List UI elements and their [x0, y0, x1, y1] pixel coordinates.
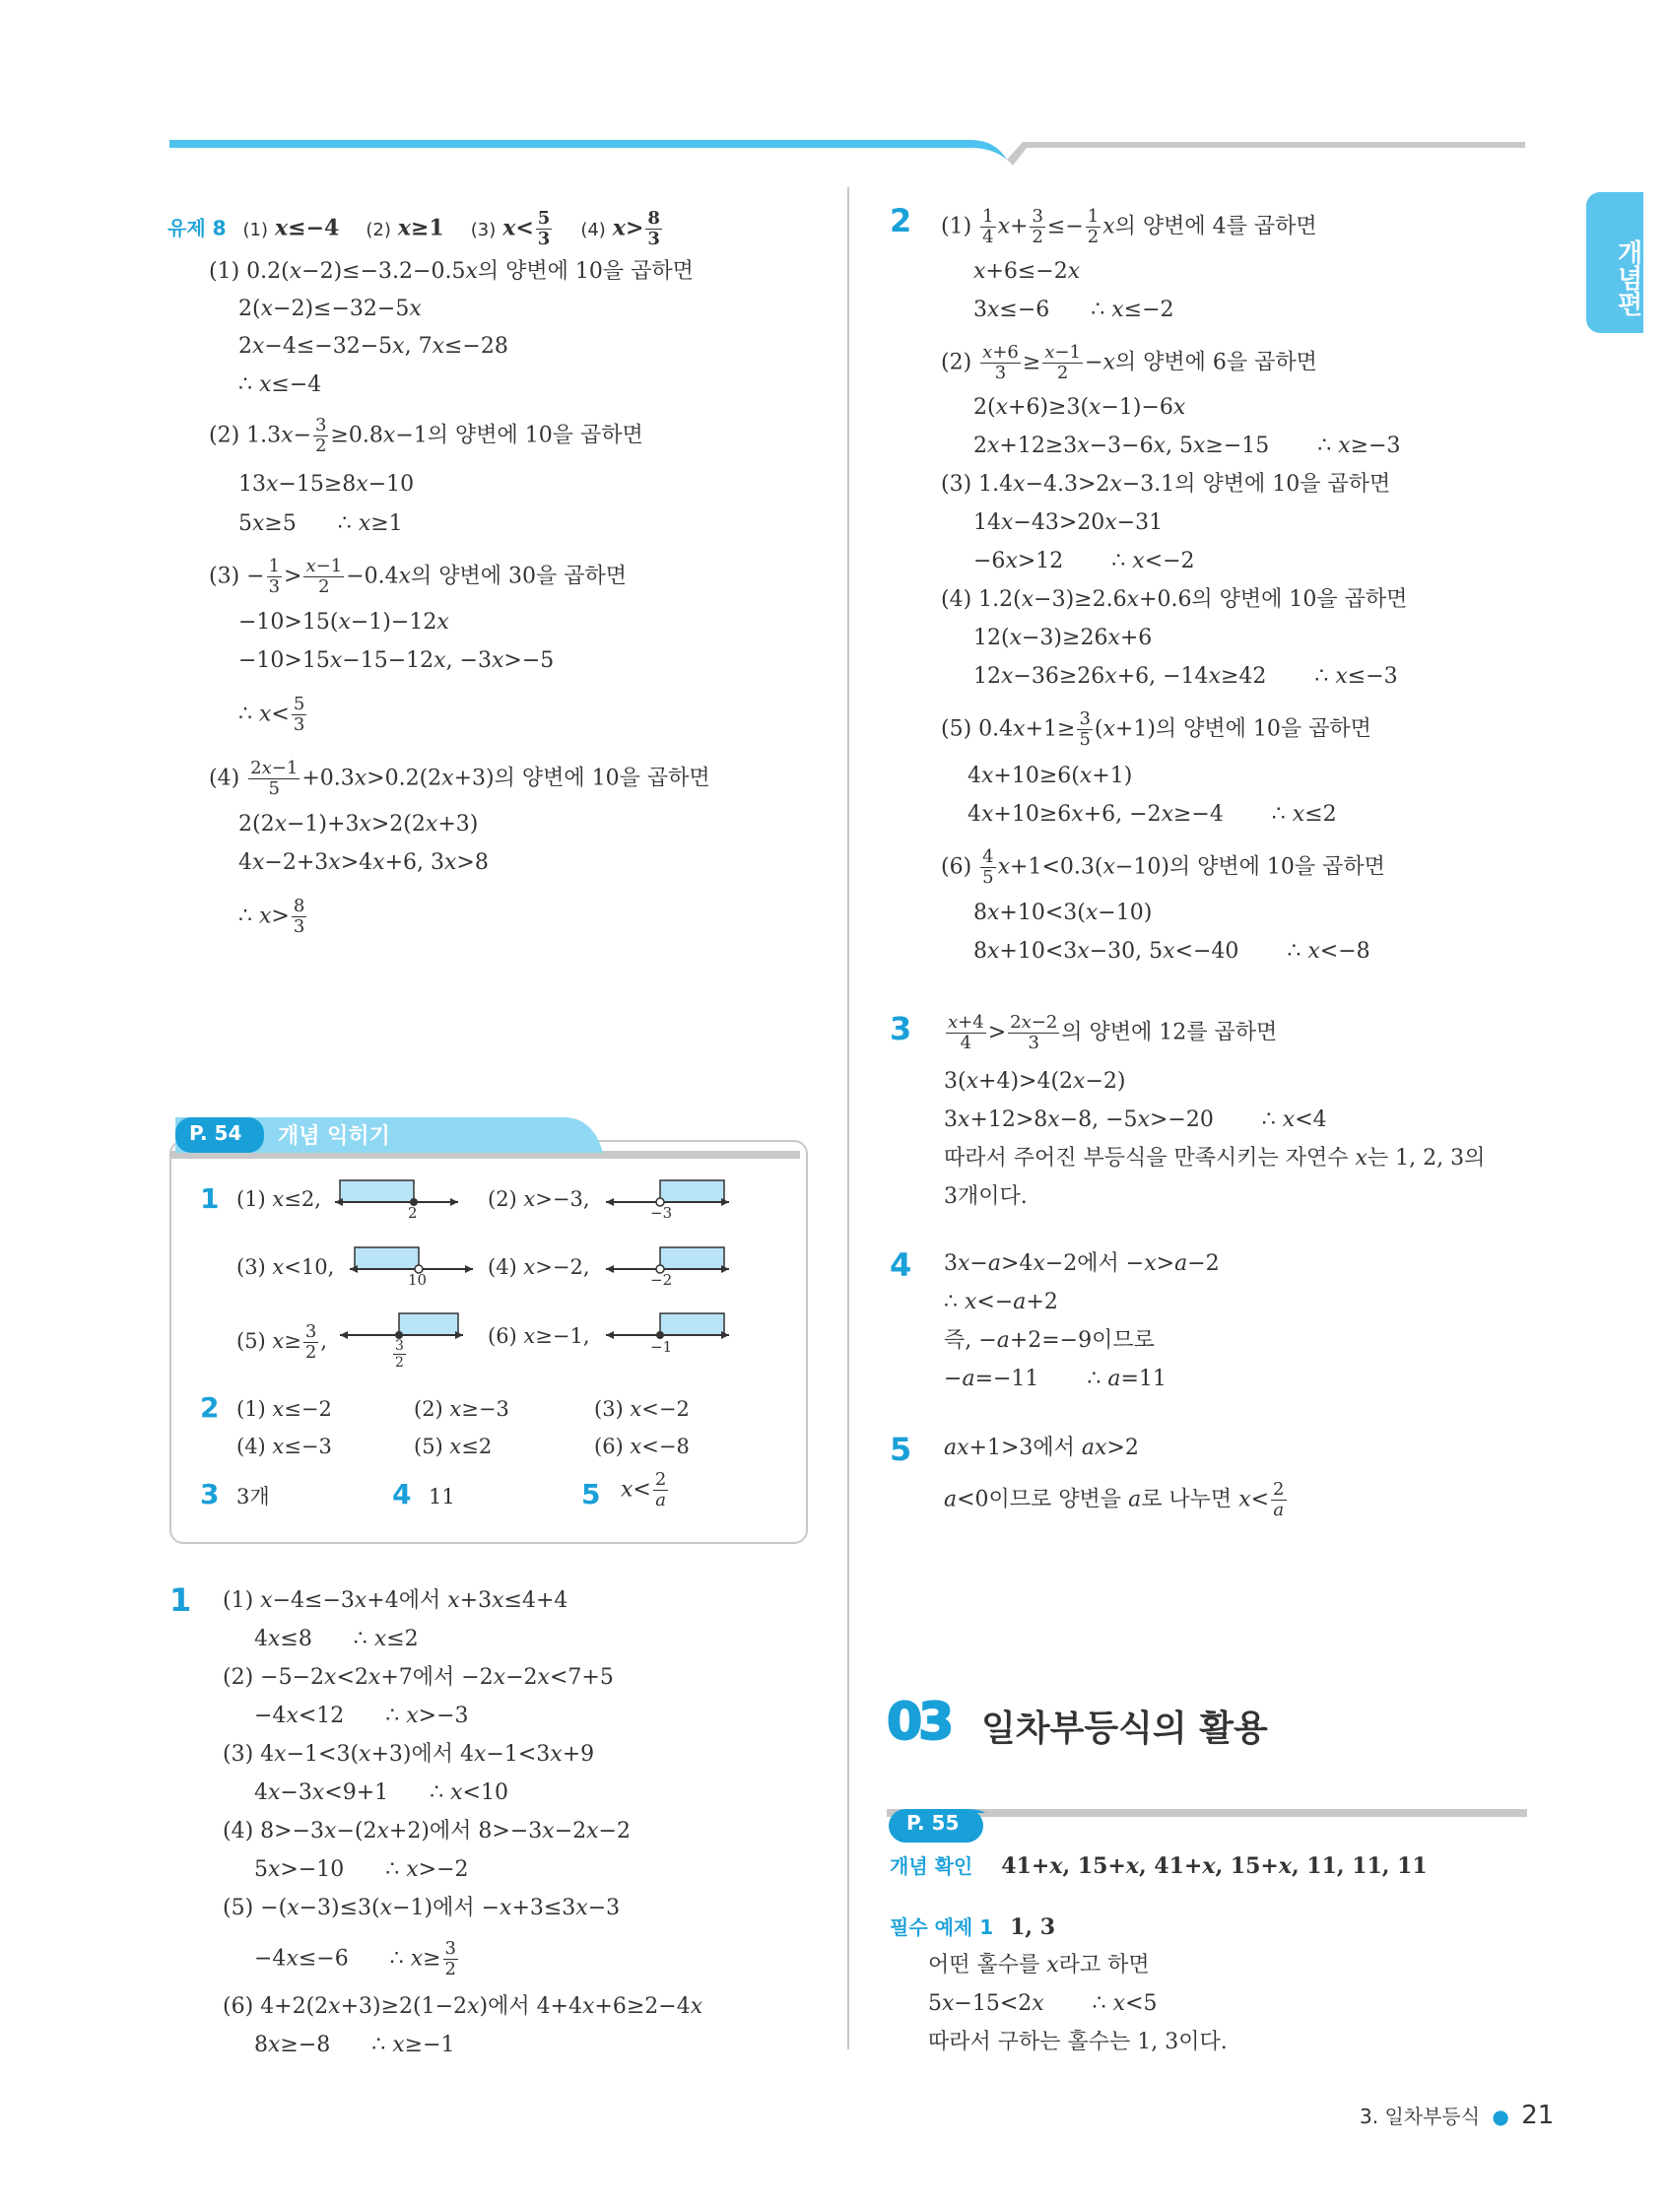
example-answer: 1, 3 — [1010, 1914, 1056, 1940]
p2-line: 12(x−3)≥26x+6 — [973, 626, 1153, 650]
q2-1: (1) x≤−2 — [236, 1397, 332, 1421]
p2-line: 2(x+6)≥3(x−1)−6x — [973, 395, 1186, 420]
p2-line: x+6≤−2x — [973, 259, 1081, 284]
q2-3: (3) x<−2 — [594, 1397, 690, 1421]
q1-4: (4) x>−2, — [488, 1255, 590, 1279]
practice-title: 개념 익히기 — [278, 1124, 390, 1149]
yuje-line: 2x−4≤−32−5x, 7x≤−28 — [238, 334, 508, 359]
yuje-line: 5x≥5 ∴ x≥1 — [238, 511, 403, 536]
nl-label-1: 2 — [408, 1204, 418, 1222]
practice-page: P. 54 — [189, 1121, 242, 1145]
p2-line: (1) $\frac{1}{4}$ x+ $\frac{3}{2}$ ≤− $\frac{1}{2}$ x의 양변에 4를 곱하면 — [941, 206, 1317, 247]
p2-line: (6) $\frac{4}{5}$ x+1<0.3(x−10)의 양변에 10을 곱하면 — [941, 846, 1385, 888]
q4-answer: 11 — [429, 1485, 455, 1508]
yuje-line: ∴ x≤−4 — [238, 372, 322, 397]
nl-label-3: 10 — [408, 1271, 428, 1289]
q1-5: (5) x≥ $\frac{3}{2}$ , — [236, 1321, 328, 1363]
p1-line: (5) −(x−3)≤3(x−1)에서 −x+3≤3x−3 — [223, 1896, 621, 1920]
yuje-line: ∴ x< $\frac{5}{3}$ — [238, 694, 305, 735]
p2-line: (3) 1.4x−4.3>2x−3.1의 양변에 10을 곱하면 — [941, 472, 1391, 497]
yuje-line: 4x−2+3x>4x+6, 3x>8 — [238, 850, 489, 875]
yuje-line: (1) 0.2(x−2)≤−3.2−0.5x의 양변에 10을 곱하면 — [209, 259, 694, 284]
q1-6: (6) x≥−1, — [488, 1324, 590, 1348]
p1-line: −4x≤−6 ∴ x≥ $\frac{3}{2}$ — [254, 1938, 456, 1979]
header-bar — [167, 134, 1527, 168]
q4-number: 4 — [392, 1478, 412, 1510]
p2-line: 14x−43>20x−31 — [973, 510, 1164, 535]
yuje-line: ∴ x> $\frac{8}{3}$ — [238, 896, 305, 937]
q3-number: 3 — [200, 1478, 220, 1510]
nl-label-5 — [391, 1338, 408, 1371]
p2-line: 2x+12≥3x−3−6x, 5x≥−15 ∴ x≥−3 — [973, 434, 1401, 458]
p1-line: (6) 4+2(2x+3)≥2(1−2x)에서 4+4x+6≥2−4x — [223, 1994, 703, 2019]
p2-line: 8x+10<3(x−10) — [973, 901, 1153, 925]
q5-number: 5 — [581, 1478, 601, 1510]
p1-line: (3) 4x−1<3(x+3)에서 4x−1<3x+9 — [223, 1742, 595, 1767]
p2-line: 4x+10≥6x+6, −2x≥−4 ∴ x≤2 — [967, 802, 1337, 827]
concept-check: 개념 확인 41+x, 15+x, 41+x, 15+x, 11, 11, 11 — [890, 1853, 1428, 1879]
p4-number: 4 — [890, 1246, 912, 1284]
yuje-header: 유제 8 (1) x≤−4 (2) x≥1 (3) x< $\frac{5}{3}$ (4) x> $\frac{8}{3}$ — [167, 208, 660, 249]
q1-1: (1) x≤2, — [236, 1187, 321, 1211]
q2-2: (2) x≥−3 — [414, 1397, 509, 1421]
nl-label-5-frac: $\frac{3}{2}$ — [395, 1338, 404, 1371]
example-header — [890, 1913, 1055, 1942]
q3-answer: 3개 — [236, 1485, 270, 1508]
p1-line: (2) −5−2x<2x+7에서 −2x−2x<7+5 — [223, 1665, 614, 1690]
q5-answer: x< $\frac{2}{a}$ — [621, 1469, 667, 1510]
q2-4: (4) x≤−3 — [236, 1435, 332, 1458]
p1-number: 1 — [169, 1581, 192, 1619]
p2-line: 8x+10<3x−30, 5x<−40 ∴ x<−8 — [973, 939, 1370, 964]
yuje-line: (2) 1.3x− $\frac{3}{2}$ ≥0.8x−1의 양변에 10을 곱하면 — [209, 415, 643, 456]
p4-line: −a=−11 ∴ a=11 — [944, 1367, 1167, 1391]
number-line-1 — [335, 1173, 463, 1222]
example-line: 어떤 홀수를 x라고 하면 — [928, 1953, 1150, 1977]
p3-line: 3(x+4)>4(2x−2) — [944, 1069, 1126, 1094]
p2-line: 3x≤−6 ∴ x≤−2 — [973, 298, 1174, 322]
p2-line: (4) 1.2(x−3)≥2.6x+0.6의 양변에 10을 곱하면 — [941, 587, 1408, 612]
nl-label-4: −2 — [650, 1271, 673, 1289]
p2-number: 2 — [890, 202, 912, 239]
p1-line: 8x≥−8 ∴ x≥−1 — [254, 2033, 455, 2057]
q1-3: (3) x<10, — [236, 1255, 335, 1279]
yuje-line: −10>15x−15−12x, −3x>−5 — [238, 648, 555, 673]
footer: 3. 일차부등식 ● 21 — [1360, 2101, 1555, 2130]
section-page-tab — [887, 1799, 1527, 1844]
section-number: 03 — [887, 1693, 951, 1752]
p2-line: 12x−36≥26x+6, −14x≥42 ∴ x≤−3 — [973, 664, 1398, 689]
p5-line: ax+1>3에서 ax>2 — [944, 1436, 1139, 1460]
column-divider — [847, 187, 849, 2049]
q2-number: 2 — [200, 1391, 220, 1424]
p2-line: (2) $\frac{x+6}{3}$ ≥ $\frac{x-1}{2}$ −x의 양변에 6을 곱하면 — [941, 342, 1317, 383]
p2-line: 4x+10≥6(x+1) — [967, 764, 1133, 788]
p1-line: 4x≤8 ∴ x≤2 — [254, 1627, 419, 1651]
yuje-line: −10>15(x−1)−12x — [238, 610, 449, 635]
p5-number: 5 — [890, 1431, 912, 1468]
example-label: 필수 예제 1 — [890, 1915, 994, 1939]
q2-5: (5) x≤2 — [414, 1435, 493, 1458]
side-tab — [1586, 192, 1643, 333]
q2-6: (6) x<−8 — [594, 1435, 690, 1458]
concept-check-label: 개념 확인 — [890, 1854, 973, 1878]
yuje-line: (4) $\frac{2x-1}{5}$ +0.3x>0.2(2x+3)의 양변에 10을 곱하면 — [209, 758, 710, 799]
section-title: 일차부등식의 활용 — [981, 1709, 1268, 1749]
yuje-line: 13x−15≥8x−10 — [238, 472, 415, 497]
p3-line: $\frac{x+4}{4}$ > $\frac{2x-2}{3}$ 의 양변에 12를 곱하면 — [948, 1012, 1278, 1053]
p4-line: 즉, −a+2=−9이므로 — [944, 1328, 1155, 1353]
p3-line: 따라서 주어진 부등식을 만족시키는 자연수 x는 1, 2, 3의 — [944, 1146, 1486, 1171]
p1-line: 5x>−10 ∴ x>−2 — [254, 1857, 469, 1882]
yuje-line: 2(x−2)≤−32−5x — [238, 297, 422, 321]
side-tab-label: 개념편 — [1613, 238, 1642, 316]
p3-number: 3 — [890, 1010, 912, 1047]
p4-line: 3x−a>4x−2에서 −x>a−2 — [944, 1251, 1220, 1276]
p2-line: (5) 0.4x+1≥ $\frac{3}{5}$ (x+1)의 양변에 10을 곱하면 — [941, 708, 1371, 750]
q1-number: 1 — [200, 1182, 220, 1215]
p1-line: −4x<12 ∴ x>−3 — [254, 1704, 469, 1728]
example-line: 5x−15<2x ∴ x<5 — [928, 1991, 1158, 2016]
p1-line: (4) 8>−3x−(2x+2)에서 8>−3x−2x−2 — [223, 1819, 631, 1843]
footer-page: 21 — [1521, 2101, 1555, 2130]
p3-line: 3x+12>8x−8, −5x>−20 ∴ x<4 — [944, 1107, 1327, 1132]
p2-line: −6x>12 ∴ x<−2 — [973, 549, 1195, 573]
footer-chapter: 3. 일차부등식 — [1360, 2105, 1481, 2128]
yuje-line: 2(2x−1)+3x>2(2x+3) — [238, 812, 479, 837]
p1-line: (1) x−4≤−3x+4에서 x+3x≤4+4 — [223, 1588, 568, 1613]
example-line: 따라서 구하는 홀수는 1, 3이다. — [928, 2030, 1228, 2054]
q1-2: (2) x>−3, — [488, 1187, 590, 1211]
nl-label-6: −1 — [650, 1338, 673, 1356]
p1-line: 4x−3x<9+1 ∴ x<10 — [254, 1780, 508, 1805]
p4-line: ∴ x<−a+2 — [944, 1290, 1058, 1314]
practice-box-tab — [169, 1113, 800, 1159]
nl-label-2: −3 — [650, 1204, 673, 1222]
section-page: P. 55 — [906, 1811, 960, 1835]
p5-line: a<0이므로 양변을 a로 나누면 x< $\frac{2}{a}$ — [944, 1479, 1285, 1520]
yuje-line: (3) − $\frac{1}{3}$ > $\frac{x-1}{2}$ −0.4x의 양변에 30을 곱하면 — [209, 556, 628, 597]
p3-line: 3개이다. — [944, 1184, 1028, 1209]
